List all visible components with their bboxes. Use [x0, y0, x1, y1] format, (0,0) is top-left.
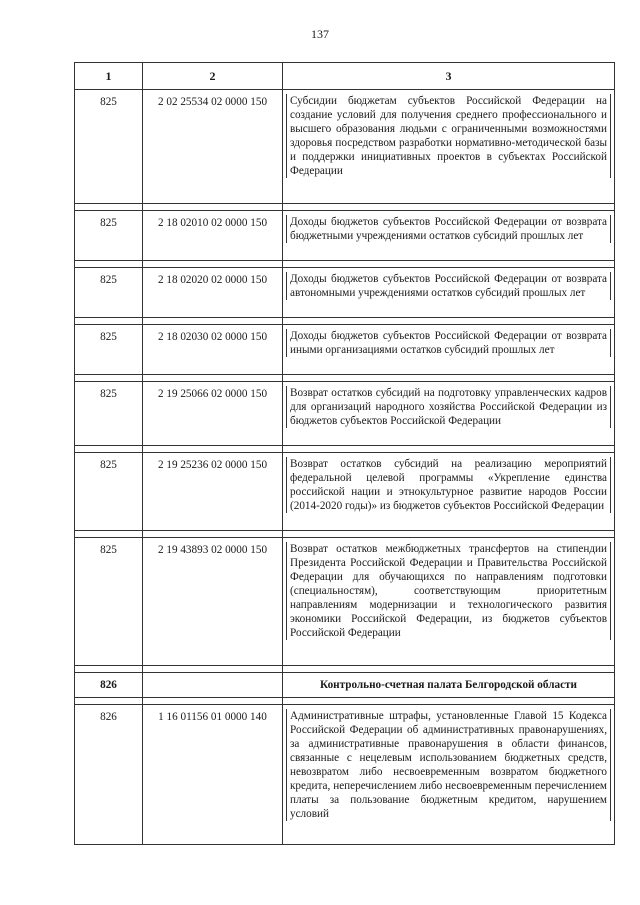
admin-code: 825	[75, 538, 143, 666]
table-header-row	[75, 63, 615, 90]
revenue-code: 2 02 25534 02 0000 150	[143, 90, 283, 204]
revenue-code: 2 19 25066 02 0000 150	[143, 382, 283, 446]
revenue-code: 2 19 25236 02 0000 150	[143, 453, 283, 531]
section-row	[75, 673, 615, 698]
table-row	[75, 705, 615, 845]
admin-code: 825	[75, 382, 143, 446]
table-row	[75, 382, 615, 446]
section-code: 826	[75, 673, 143, 698]
revenue-description: Субсидии бюджетам субъектов Российской Федерации на создание условий для получения среднего профессионального и высшего образования людьми с ограниченными возможностями здоровья посредством разработки нормативно-методической базы и поддержки инициативных проектов в субъектах Российской Федерации	[283, 90, 615, 204]
table-row	[75, 538, 615, 666]
admin-code: 826	[75, 705, 143, 845]
revenue-description: Возврат остатков межбюджетных трансфертов на стипендии Президента Российской Федерации и Правительства Российской Федерации для обучающихся по направлениям подготовки (специальностям), соответствующим приоритетным направлениям модернизации и технологического развития экономики Российской Федерации, из бюджетов субъектов Российской Федерации	[283, 538, 615, 666]
revenue-code: 2 18 02010 02 0000 150	[143, 211, 283, 261]
revenue-code: 2 19 43893 02 0000 150	[143, 538, 283, 666]
admin-code: 825	[75, 211, 143, 261]
table-row	[75, 211, 615, 261]
table-row	[75, 90, 615, 204]
revenue-description: Доходы бюджетов субъектов Российской Федерации от возврата иными организациями остатков субсидий прошлых лет	[283, 325, 615, 375]
table-row	[75, 453, 615, 531]
admin-code: 825	[75, 453, 143, 531]
admin-code: 825	[75, 90, 143, 204]
admin-code: 825	[75, 268, 143, 318]
header-col-3: 3	[283, 63, 615, 90]
page-number: 137	[311, 27, 329, 41]
revenue-description: Возврат остатков субсидий на подготовку управленческих кадров для организаций народного хозяйства Российской Федерации из бюджетов субъектов Российской Федерации	[283, 382, 615, 446]
table-row	[75, 325, 615, 375]
budget-codes-table	[74, 62, 615, 845]
revenue-description: Административные штрафы, установленные Главой 15 Кодекса Российской Федерации об административных правонарушениях, за административные правонарушения в области финансов, связанные с нецелевым использованием бюджетных средств, невозвратом либо несвоевременным возвратом бюджетного кредита, неперечислением либо несвоевременным перечислением платы за пользование бюджетным кредитом, нарушением условий	[283, 705, 615, 845]
table-row	[75, 268, 615, 318]
revenue-description: Доходы бюджетов субъектов Российской Федерации от возврата автономными учреждениями остатков субсидий прошлых лет	[283, 268, 615, 318]
revenue-description: Доходы бюджетов субъектов Российской Федерации от возврата бюджетными учреждениями остатков субсидий прошлых лет	[283, 211, 615, 261]
header-col-2: 2	[143, 63, 283, 90]
revenue-code: 2 18 02030 02 0000 150	[143, 325, 283, 375]
revenue-description: Возврат остатков субсидий на реализацию мероприятий федеральной целевой программы «Укрепление единства российской нации и этнокультурное развитие народов России (2014-2020 годы)» из бюджетов субъектов Российской Федерации	[283, 453, 615, 531]
section-title: Контрольно-счетная палата Белгородской области	[283, 673, 615, 698]
revenue-code: 1 16 01156 01 0000 140	[143, 705, 283, 845]
header-col-1: 1	[75, 63, 143, 90]
admin-code: 825	[75, 325, 143, 375]
revenue-code: 2 18 02020 02 0000 150	[143, 268, 283, 318]
